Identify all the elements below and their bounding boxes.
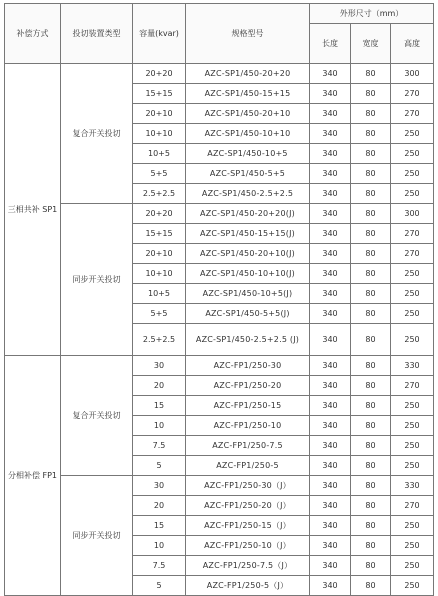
- height-cell: 270: [391, 224, 434, 244]
- width-cell: 80: [351, 144, 391, 164]
- model-cell: AZC-SP1/450-10+5: [186, 144, 310, 164]
- model-cell: AZC-FP1/250-15: [186, 396, 310, 416]
- table-row: [5, 204, 434, 224]
- capacity-cell: 7.5: [133, 556, 186, 576]
- table-row: [5, 64, 434, 84]
- width-cell: 80: [351, 324, 391, 356]
- capacity-cell: 20: [133, 496, 186, 516]
- height-cell: 250: [391, 416, 434, 436]
- header-width: 宽度: [351, 24, 391, 64]
- table-row: [5, 476, 434, 496]
- length-cell: 340: [310, 556, 351, 576]
- length-cell: 340: [310, 104, 351, 124]
- length-cell: 340: [310, 516, 351, 536]
- capacity-cell: 10+10: [133, 264, 186, 284]
- capacity-cell: 20+10: [133, 244, 186, 264]
- model-cell: AZC-FP1/250-10（J）: [186, 536, 310, 556]
- model-cell: AZC-SP1/450-10+10: [186, 124, 310, 144]
- model-cell: AZC-FP1/250-20: [186, 376, 310, 396]
- model-cell: AZC-FP1/250-10: [186, 416, 310, 436]
- header-model: 规格型号: [186, 4, 310, 64]
- width-cell: 80: [351, 396, 391, 416]
- length-cell: 340: [310, 476, 351, 496]
- capacity-cell: 30: [133, 476, 186, 496]
- model-cell: AZC-SP1/450-15+15(J): [186, 224, 310, 244]
- model-cell: AZC-SP1/450-2.5+2.5: [186, 184, 310, 204]
- height-cell: 250: [391, 304, 434, 324]
- height-cell: 250: [391, 184, 434, 204]
- width-cell: 80: [351, 184, 391, 204]
- model-cell: AZC-FP1/250-30: [186, 356, 310, 376]
- model-cell: AZC-FP1/250-5: [186, 456, 310, 476]
- width-cell: 80: [351, 456, 391, 476]
- width-cell: 80: [351, 436, 391, 456]
- height-cell: 270: [391, 376, 434, 396]
- capacity-cell: 7.5: [133, 436, 186, 456]
- capacity-cell: 5: [133, 576, 186, 596]
- width-cell: 80: [351, 164, 391, 184]
- length-cell: 340: [310, 164, 351, 184]
- width-cell: 80: [351, 244, 391, 264]
- length-cell: 340: [310, 84, 351, 104]
- height-cell: 250: [391, 536, 434, 556]
- comp-method-cell: 三相共补 SP1: [5, 64, 61, 356]
- model-cell: AZC-SP1/450-20+10(J): [186, 244, 310, 264]
- width-cell: 80: [351, 124, 391, 144]
- model-cell: AZC-SP1/450-2.5+2.5 (J): [186, 324, 310, 356]
- length-cell: 340: [310, 204, 351, 224]
- header-dimensions: 外形尺寸（mm）: [310, 4, 434, 24]
- height-cell: 250: [391, 264, 434, 284]
- length-cell: 340: [310, 356, 351, 376]
- length-cell: 340: [310, 536, 351, 556]
- model-cell: AZC-SP1/450-20+10: [186, 104, 310, 124]
- capacity-cell: 20+20: [133, 204, 186, 224]
- model-cell: AZC-FP1/250-15（J）: [186, 516, 310, 536]
- model-cell: AZC-SP1/450-10+10(J): [186, 264, 310, 284]
- spec-table: [4, 3, 434, 596]
- length-cell: 340: [310, 124, 351, 144]
- length-cell: 340: [310, 144, 351, 164]
- model-cell: AZC-FP1/250-30（J）: [186, 476, 310, 496]
- length-cell: 340: [310, 436, 351, 456]
- comp-method-cell: 分相补偿 FP1: [5, 356, 61, 596]
- height-cell: 270: [391, 496, 434, 516]
- width-cell: 80: [351, 476, 391, 496]
- capacity-cell: 5+5: [133, 304, 186, 324]
- width-cell: 80: [351, 224, 391, 244]
- length-cell: 340: [310, 376, 351, 396]
- capacity-cell: 10+10: [133, 124, 186, 144]
- height-cell: 250: [391, 144, 434, 164]
- model-cell: AZC-FP1/250-7.5: [186, 436, 310, 456]
- length-cell: 340: [310, 576, 351, 596]
- height-cell: 250: [391, 456, 434, 476]
- model-cell: AZC-SP1/450-20+20(J): [186, 204, 310, 224]
- capacity-cell: 30: [133, 356, 186, 376]
- width-cell: 80: [351, 356, 391, 376]
- switch-type-cell: 同步开关投切: [61, 476, 133, 596]
- capacity-cell: 10+5: [133, 284, 186, 304]
- height-cell: 250: [391, 164, 434, 184]
- capacity-cell: 15+15: [133, 84, 186, 104]
- capacity-cell: 10: [133, 416, 186, 436]
- capacity-cell: 15+15: [133, 224, 186, 244]
- length-cell: 340: [310, 324, 351, 356]
- capacity-cell: 20+20: [133, 64, 186, 84]
- capacity-cell: 15: [133, 396, 186, 416]
- height-cell: 270: [391, 104, 434, 124]
- width-cell: 80: [351, 536, 391, 556]
- height-cell: 270: [391, 84, 434, 104]
- switch-type-cell: 同步开关投切: [61, 204, 133, 356]
- model-cell: AZC-SP1/450-15+15: [186, 84, 310, 104]
- length-cell: 340: [310, 456, 351, 476]
- capacity-cell: 20: [133, 376, 186, 396]
- model-cell: AZC-SP1/450-10+5(J): [186, 284, 310, 304]
- model-cell: AZC-SP1/450-5+5: [186, 164, 310, 184]
- height-cell: 250: [391, 516, 434, 536]
- height-cell: 250: [391, 556, 434, 576]
- length-cell: 340: [310, 244, 351, 264]
- height-cell: 250: [391, 124, 434, 144]
- table-body: [5, 64, 434, 596]
- header-switch-type: 投切装置类型: [61, 4, 133, 64]
- width-cell: 80: [351, 284, 391, 304]
- width-cell: 80: [351, 64, 391, 84]
- header-comp-method: 补偿方式: [5, 4, 61, 64]
- height-cell: 330: [391, 476, 434, 496]
- height-cell: 250: [391, 284, 434, 304]
- capacity-cell: 15: [133, 516, 186, 536]
- capacity-cell: 20+10: [133, 104, 186, 124]
- height-cell: 250: [391, 436, 434, 456]
- capacity-cell: 10+5: [133, 144, 186, 164]
- length-cell: 340: [310, 184, 351, 204]
- length-cell: 340: [310, 496, 351, 516]
- switch-type-cell: 复合开关投切: [61, 356, 133, 476]
- model-cell: AZC-SP1/450-5+5(J): [186, 304, 310, 324]
- capacity-cell: 5: [133, 456, 186, 476]
- width-cell: 80: [351, 556, 391, 576]
- length-cell: 340: [310, 304, 351, 324]
- height-cell: 270: [391, 244, 434, 264]
- model-cell: AZC-SP1/450-20+20: [186, 64, 310, 84]
- length-cell: 340: [310, 64, 351, 84]
- capacity-cell: 5+5: [133, 164, 186, 184]
- height-cell: 300: [391, 64, 434, 84]
- height-cell: 250: [391, 576, 434, 596]
- length-cell: 340: [310, 224, 351, 244]
- height-cell: 250: [391, 324, 434, 356]
- header-length: 长度: [310, 24, 351, 64]
- capacity-cell: 2.5+2.5: [133, 184, 186, 204]
- width-cell: 80: [351, 496, 391, 516]
- width-cell: 80: [351, 204, 391, 224]
- model-cell: AZC-FP1/250-20（J）: [186, 496, 310, 516]
- header-capacity: 容量(kvar): [133, 4, 186, 64]
- height-cell: 300: [391, 204, 434, 224]
- length-cell: 340: [310, 396, 351, 416]
- width-cell: 80: [351, 84, 391, 104]
- length-cell: 340: [310, 284, 351, 304]
- width-cell: 80: [351, 104, 391, 124]
- capacity-cell: 2.5+2.5: [133, 324, 186, 356]
- width-cell: 80: [351, 304, 391, 324]
- width-cell: 80: [351, 376, 391, 396]
- height-cell: 330: [391, 356, 434, 376]
- header-height: 高度: [391, 24, 434, 64]
- model-cell: AZC-FP1/250-7.5（J）: [186, 556, 310, 576]
- table-row: [5, 356, 434, 376]
- width-cell: 80: [351, 516, 391, 536]
- width-cell: 80: [351, 264, 391, 284]
- model-cell: AZC-FP1/250-5（J）: [186, 576, 310, 596]
- capacity-cell: 10: [133, 536, 186, 556]
- width-cell: 80: [351, 576, 391, 596]
- length-cell: 340: [310, 416, 351, 436]
- width-cell: 80: [351, 416, 391, 436]
- length-cell: 340: [310, 264, 351, 284]
- height-cell: 250: [391, 396, 434, 416]
- switch-type-cell: 复合开关投切: [61, 64, 133, 204]
